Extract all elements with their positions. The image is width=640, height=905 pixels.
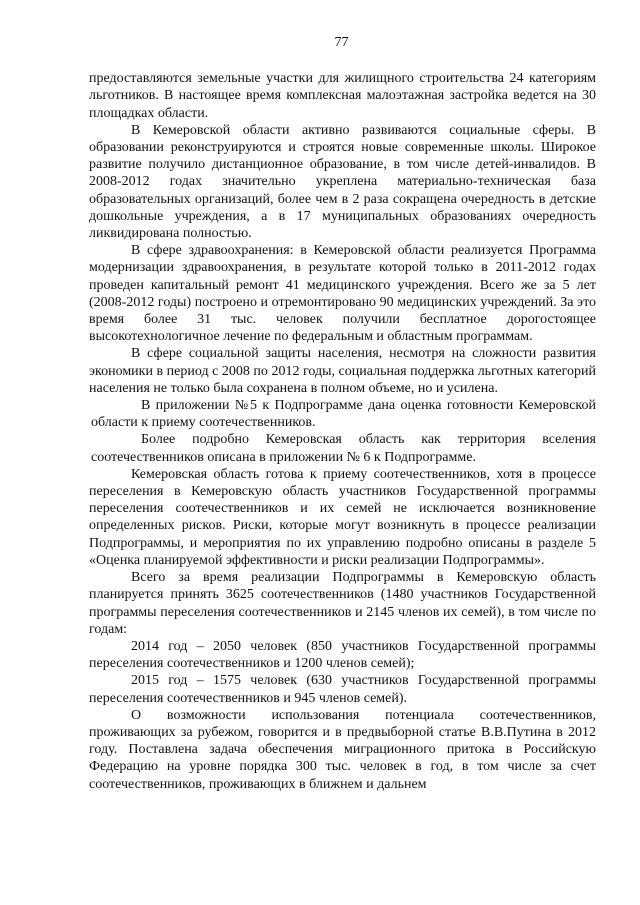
- paragraph-appendix-6: Более подробно Кемеровская область как территория вселения соотечественников описана в приложении № 6 к Подпрограмме.: [91, 432, 596, 465]
- paragraph-year-2014: 2014 год – 2050 человек (850 участников Государственной программы переселения соотечественников и 1200 членов семей);: [89, 638, 596, 672]
- page-number: 77: [334, 35, 349, 50]
- paragraph-planned-total: Всего за время реализации Подпрограммы в Кемеровскую область планируется принять 3625 соотечественников (1480 участников Государственной программы переселения соотечественников и 2145 членов их семей), в том числе по годам:: [89, 570, 596, 637]
- paragraph-appendix-5: В приложении №5 к Подпрограмме дана оценка готовности Кемеровской области к приему соотечественников.: [91, 398, 596, 431]
- paragraph-healthcare: В сфере здравоохранения: в Кемеровской области реализуется Программа модернизации здравоохранения, в результате которой только в 2011-2012 годах проведен капитальный ремонт 41 медицинского учреждения. Всего же за 5 лет (2008-2012 годы) построено и отремонтировано 90 медицинских учреждений. За это время более 31 тыс. человек получили бесплатное дорогостоящее высокотехнологичное лечение по федеральным и областным программам.: [89, 243, 596, 345]
- paragraph-compatriots-potential: О возможности использования потенциала соотечественников, проживающих за рубежом, говорится и в предвыборной статье В.В.Путина в 2012 году. Поставлена задача обеспечения миграционного притока в Российскую Федерацию на уровне порядка 300 тыс. человек в год, в том числе за счет соотечественников, проживающих в ближнем и дальнем: [89, 707, 596, 792]
- paragraph-land-plots: предоставляются земельные участки для жилищного строительства 24 категориям льготников. В настоящее время комплексная малоэтажная застройка ведется на 30 площадках области.: [89, 71, 596, 121]
- paragraph-social-sphere: В Кемеровской области активно развиваются социальные сферы. В образовании реконструируются и строятся новые современные школы. Широкое развитие получило дистанционное образование, в том числе детей-инвалидов. В 2008-2012 годах значительно укреплена материально-техническая база образовательных организаций, более чем в 2 раза сокращена очередность в детские дошкольные учреждения, а в 17 муниципальных образованиях очередность ликвидирована полностью.: [89, 122, 596, 242]
- paragraph-social-protection: В сфере социальной защиты населения, несмотря на сложности развития экономики в период с 2008 по 2012 годы, социальная поддержка льготных категорий населения не только была сохранена в полном объеме, но и усилена.: [89, 346, 596, 396]
- paragraph-year-2015: 2015 год – 1575 человек (630 участников Государственной программы переселения соотечественников и 945 членов семей).: [89, 673, 596, 706]
- paragraph-readiness-risks: Кемеровская область готова к приему соотечественников, хотя в процессе переселения в Кемеровскую область участников Государственной программы переселения соотечественников и их семей не исключается возникновение определенных рисков. Риски, которые могут возникнуть в процессе реализации Подпрограммы, и мероприятия по их управлению подробно описаны в разделе 5 «Оценка планируемой эффективности и риски реализации Подпрограммы».: [89, 466, 596, 568]
